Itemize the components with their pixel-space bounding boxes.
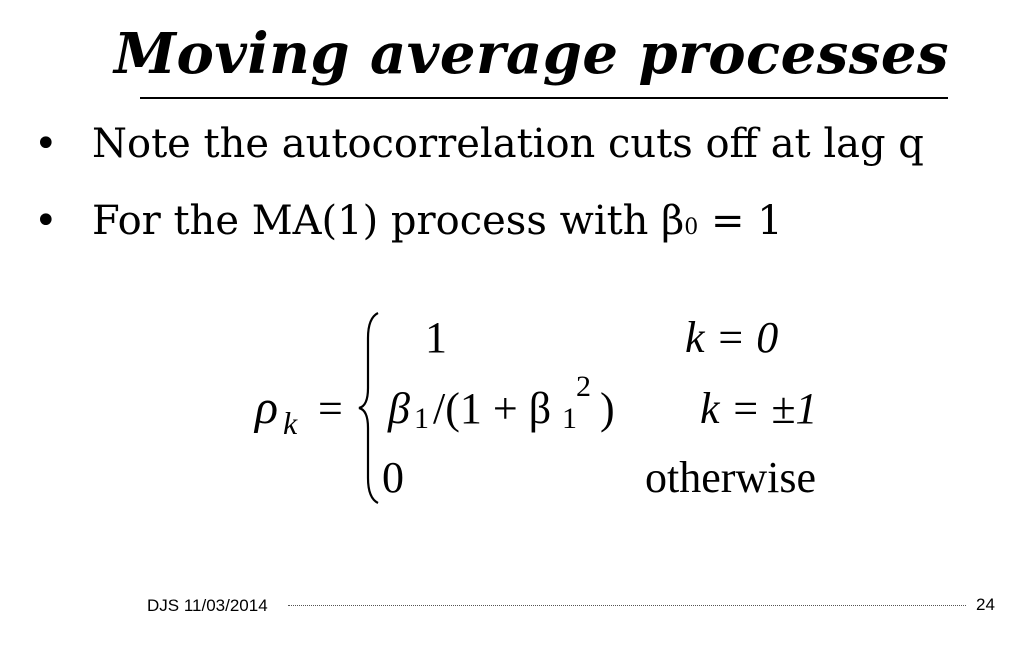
- title-underline: [140, 97, 948, 99]
- bullet-text: For the MA(1) process with β: [92, 198, 685, 244]
- rho-symbol: ρ: [255, 381, 279, 434]
- bullet-dot-icon: •: [34, 198, 58, 244]
- slide-title: Moving average processes: [114, 21, 949, 87]
- beta-superscript: 2: [576, 370, 591, 403]
- equals-sign: =: [318, 384, 343, 433]
- case1-condition: k = 0: [685, 313, 779, 362]
- bullet-dot-icon: •: [34, 121, 58, 167]
- case2-close: ): [600, 384, 615, 433]
- case2-denominator: /(1 + β: [433, 384, 552, 433]
- footer-dotted-rule: [288, 605, 966, 606]
- bullet-subscript: 0: [684, 215, 699, 240]
- bullet-item: [34, 119, 924, 169]
- case1-value: 1: [425, 313, 447, 362]
- footer-date: DJS 11/03/2014: [147, 596, 268, 615]
- bullet-text: Note the autocorrelation cuts off at lag q: [92, 121, 924, 167]
- beta-subscript-2: 1: [562, 402, 577, 435]
- bullet-item: [34, 196, 783, 253]
- case2-condition: k = ±1: [700, 384, 818, 433]
- case3-value: 0: [382, 453, 404, 502]
- case3-condition: otherwise: [645, 453, 817, 502]
- bullet-text-end: = 1: [698, 198, 783, 244]
- beta-subscript: 1: [414, 402, 429, 435]
- rho-subscript: k: [283, 405, 298, 441]
- beta-symbol: β: [388, 384, 410, 433]
- page-number: 24: [976, 595, 995, 614]
